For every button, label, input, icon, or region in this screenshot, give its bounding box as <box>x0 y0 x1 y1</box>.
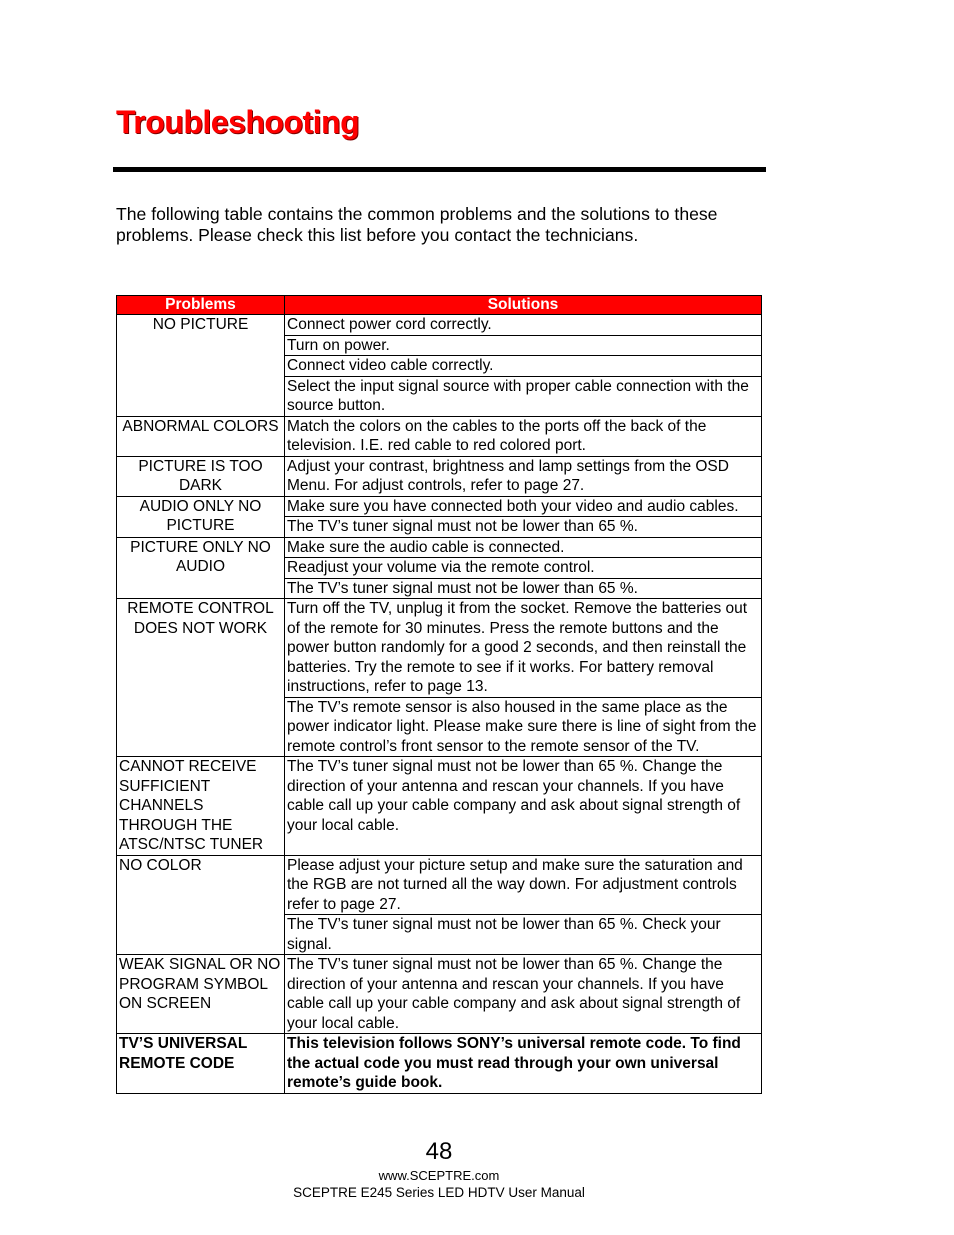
solution-cell: This television follows SONY’s universal remote code. To find the actual code you must read through your own universal remote’s guide book. <box>285 1034 762 1094</box>
solution-cell: The TV’s tuner signal must not be lower than 65 %. <box>285 517 762 538</box>
solution-cell: The TV’s tuner signal must not be lower than 65 %. Change the direction of your antenna and rescan your channels. If you have cable call up your cable company and ask about signal strength of your local cable. <box>285 955 762 1034</box>
problem-cell: PICTURE ONLY NO AUDIO <box>117 537 285 599</box>
solution-cell: Turn off the TV, unplug it from the socket. Remove the batteries out of the remote for 30 minutes. Press the remote buttons and the power button randomly for a good 2 seconds, and then reinstall the batteries. Try the remote to see if it works. For battery removal instructions, refer to page 13. <box>285 599 762 698</box>
table-header-row <box>117 296 762 315</box>
table-row <box>117 757 762 856</box>
problem-cell: NO PICTURE <box>117 315 285 417</box>
table-row <box>117 537 762 558</box>
table-row <box>117 496 762 517</box>
problem-cell: REMOTE CONTROL DOES NOT WORK <box>117 599 285 757</box>
solutions-header: Solutions <box>285 296 762 315</box>
intro-paragraph: The following table contains the common problems and the solutions to these problems. Please check this list before you contact the technicians. <box>116 204 718 245</box>
table-row <box>117 855 762 915</box>
problems-header: Problems <box>117 296 285 315</box>
page-number: 48 <box>425 1138 453 1165</box>
solution-cell: Make sure you have connected both your video and audio cables. <box>285 496 762 517</box>
manual-title: SCEPTRE E245 Series LED HDTV User Manual <box>293 1185 585 1200</box>
solution-cell: Connect power cord correctly. <box>285 315 762 336</box>
problem-cell: CANNOT RECEIVE SUFFICIENT CHANNELS THROUGH THE ATSC/NTSC TUNER <box>117 757 285 856</box>
problem-cell: TV’S UNIVERSAL REMOTE CODE <box>117 1034 285 1094</box>
problem-cell: PICTURE IS TOO DARK <box>117 456 285 496</box>
solution-cell: Select the input signal source with proper cable connection with the source button. <box>285 376 762 416</box>
solution-cell: Readjust your volume via the remote control. <box>285 558 762 579</box>
problem-cell: WEAK SIGNAL OR NO PROGRAM SYMBOL ON SCREEN <box>117 955 285 1034</box>
troubleshooting-table <box>116 295 762 1094</box>
table-row <box>117 456 762 496</box>
solution-cell: Make sure the audio cable is connected. <box>285 537 762 558</box>
solution-cell: The TV’s tuner signal must not be lower than 65 %. Change the direction of your antenna and rescan your channels. If you have cable call up your cable company and ask about signal strength of your local cable. <box>285 757 762 856</box>
problem-cell: AUDIO ONLY NO PICTURE <box>117 496 285 537</box>
problem-cell: ABNORMAL COLORS <box>117 416 285 456</box>
problem-cell: NO COLOR <box>117 855 285 955</box>
solution-cell: The TV’s tuner signal must not be lower than 65 %. Check your signal. <box>285 915 762 955</box>
page-title: Troubleshooting <box>116 104 360 140</box>
solution-cell: Match the colors on the cables to the ports off the back of the television. I.E. red cable to red colored port. <box>285 416 762 456</box>
solution-cell: Turn on power. <box>285 335 762 356</box>
title-divider <box>113 167 766 172</box>
table-row <box>117 599 762 698</box>
solution-cell: The TV’s remote sensor is also housed in the same place as the power indicator light. Please make sure there is line of sight from the remote control’s front sensor to the remote sensor of the TV. <box>285 697 762 757</box>
solution-cell: Connect video cable correctly. <box>285 356 762 377</box>
solution-cell: The TV’s tuner signal must not be lower than 65 %. <box>285 578 762 599</box>
table-row <box>117 955 762 1034</box>
table-row <box>117 1034 762 1094</box>
solution-cell: Adjust your contrast, brightness and lamp settings from the OSD Menu. For adjust controls, refer to page 27. <box>285 456 762 496</box>
website-link[interactable]: www.SCEPTRE.com <box>378 1168 500 1183</box>
table-row <box>117 416 762 456</box>
solution-cell: Please adjust your picture setup and make sure the saturation and the RGB are not turned all the way down. For adjustment controls refer to page 27. <box>285 855 762 915</box>
table-row <box>117 315 762 336</box>
